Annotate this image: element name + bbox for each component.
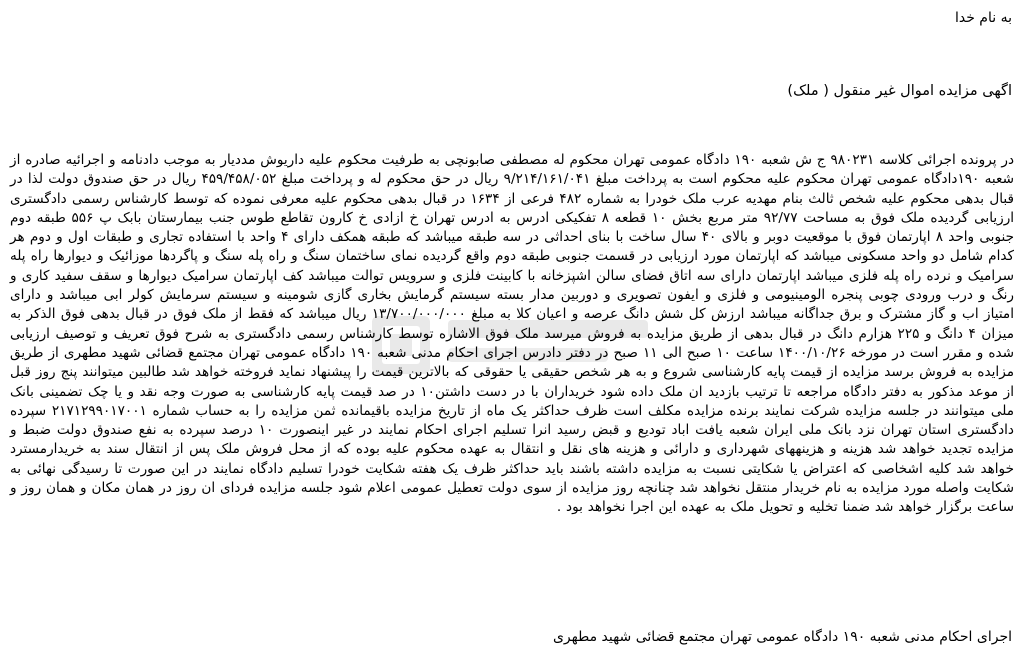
basmala-heading: به نام خدا (954, 10, 1012, 26)
issuing-authority-signature: اجرای احکام مدنی شعبه ۱۹۰ دادگاه عمومی تهران مجتمع قضائی شهید مطهری (552, 629, 1012, 645)
notice-title: اگهی مزایده اموال غیر منقول ( ملک) (787, 83, 1012, 99)
notice-body: در پرونده اجرائی کلاسه ۹۸۰۲۳۱ ج ش شعبه ۱۹۰ دادگاه عمومی تهران محکوم له مصطفی صابونچی به طرفیت محکوم علیه داریوش مددیار به موجب دادنامه و اجرائیه صادره از شعبه ۱۹۰دادگاه عمومی تهران محکوم علیه محکوم است به پرداخت مبلغ ۹/۲۱۴/۱۶۱/۰۴۱ ریال در حق محکوم له و پرداخت مبلغ ۴۵۹/۴۵۸/۰۵۲ ریال در حق صندوق دولت لذا در قبال بدهی محکوم علیه شخص ثالث بنام مهدیه عرب ملک خودرا به شماره ۴۸۲ فرعی از ۱۶۳۴ در قبال بدهی محکوم علیه معرفی نموده که توسط کارشناس رسمی دادگستری ارزیابی گردیده ملک فوق به مساحت ۹۲/۷۷ متر مربع بخش ۱۰ قطعه ۸ تفکیکی ادرس به ادرس تهران خ ازادی خ کارون تقاطع طوس جنب بیمارستان بابک پ ۵۵۶ طبقه دوم جنوبی واحد ۸ اپارتمان فوق با موقعیت دوبر و بالای ۴۰ سال ساخت با بنای احداثی در سه طبقه میباشد که طبقه همکف دارای ۴ واحد با استفاده تجاری و طبقات اول و دوم هر کدام شامل دو واحد مسکونی میباشد که اپارتمان مورد ارزیابی در قسمت جنوبی طبقه دوم واقع گردیده نمای ساختمان سنگ و راه پله سنگ و پاگردها موزائیک و دیوارها راه پله سرامیک و نرده راه پله فلزی میباشد اپارتمان دارای سه اتاق فضای سالن اشپزخانه با کابینت فلزی و سرویس توالت میباشد کف اپارتمان سرامیک دیوارها و سقف سفید کاری و رنگ و درب ورودی چوبی پنجره الومینیومی و فلزی و ایفون تصویری و دوربین مدار بسته سیستم گرمایش بخاری گازی شومینه و سیستم سرمایش کولر ابی میباشد و دارای امتیاز اب و گاز مشترک و برق جداگانه میباشد ارزش کل شش دانگ عرصه و اعیان کلا به مبلغ ۱۳/۷۰۰/۰۰۰/۰۰۰ ریال میباشد که فقط از ملک فوق در قبال بدهی فوق الذکر به میزان ۴ دانگ و ۲۲۵ هزارم دانگ در قبال بدهی از طریق مزایده به فروش میرسد ملک فوق الاشاره توسط کارشناس رسمی دادگستری به شرح فوق تعریف و توصیف ارزیابی شده و مقرر است در مورخه ۱۴۰۰/۱۰/۲۶ ساعت ۱۰ صبح الی ۱۱ صبح در دفتر دادرس اجرای احکام مدنی شعبه ۱۹۰ دادگاه عمومی تهران مجتمع قضائی شهید مطهری از طریق مزایده به فروش برسد مزایده از قیمت پایه کارشناسی شروع و به هر شخص حقیقی یا حقوقی که بالاترین قیمت را پیشنهاد نماید فروخته خواهد شد طالبین میتوانند پنج روز قبل از موعد مذکور به دفتر دادگاه مراجعه تا ترتیب بازدید ان ملک داده شود خریداران با در دست داشتن۱۰ در صد قیمت پایه کارشناسی به صورت وجه نقد و یا چک تضمینی بانک ملی میتوانند در جلسه مزایده شرکت نمایند برنده مزایده مکلف است ظرف حداکثر یک ماه از تاریخ مزایده باقیمانده ثمن مزایده را به حساب شماره ۲۱۷۱۲۹۹۰۱۷۰۰۱ سپرده دادگستری استان تهران نزد بانک ملی ایران شعبه یافت اباد تودیع و قبض رسید انرا تسلیم اجرای احکام نمایند در غیر اینصورت ۱۰ درصد سپرده به نفع صندوق دولت ضبط و مزایده تجدید خواهد شد هزینه و هزینههای شهرداری و دارائی و هزینه های نقل و انتقال به عهده محکوم علیه بوده که از محل فروش ملک پس از انتقال سند به خریدارمسترد خواهد شد کلیه اشخاصی که اعتراض یا شکایتی نسبت به مزایده داشته باشند باید حداکثر ظرف یک هفته شکایت خودرا تسلیم دادگاه نمایند در این صورت تا رسیدگی نهائی به شکایت واصله مورد مزایده به نام خریدار منتقل نخواهد شد چنانچه روز مزایده از سوی دولت تعطیل عمومی اعلام شود جلسه مزایده فردای ان روز در همان مکان و همان روز و ساعت برگزار خواهد شد ضمنا تخلیه و تحویل ملک به عهده این اجرا نخواهد بود . (10, 152, 1015, 516)
